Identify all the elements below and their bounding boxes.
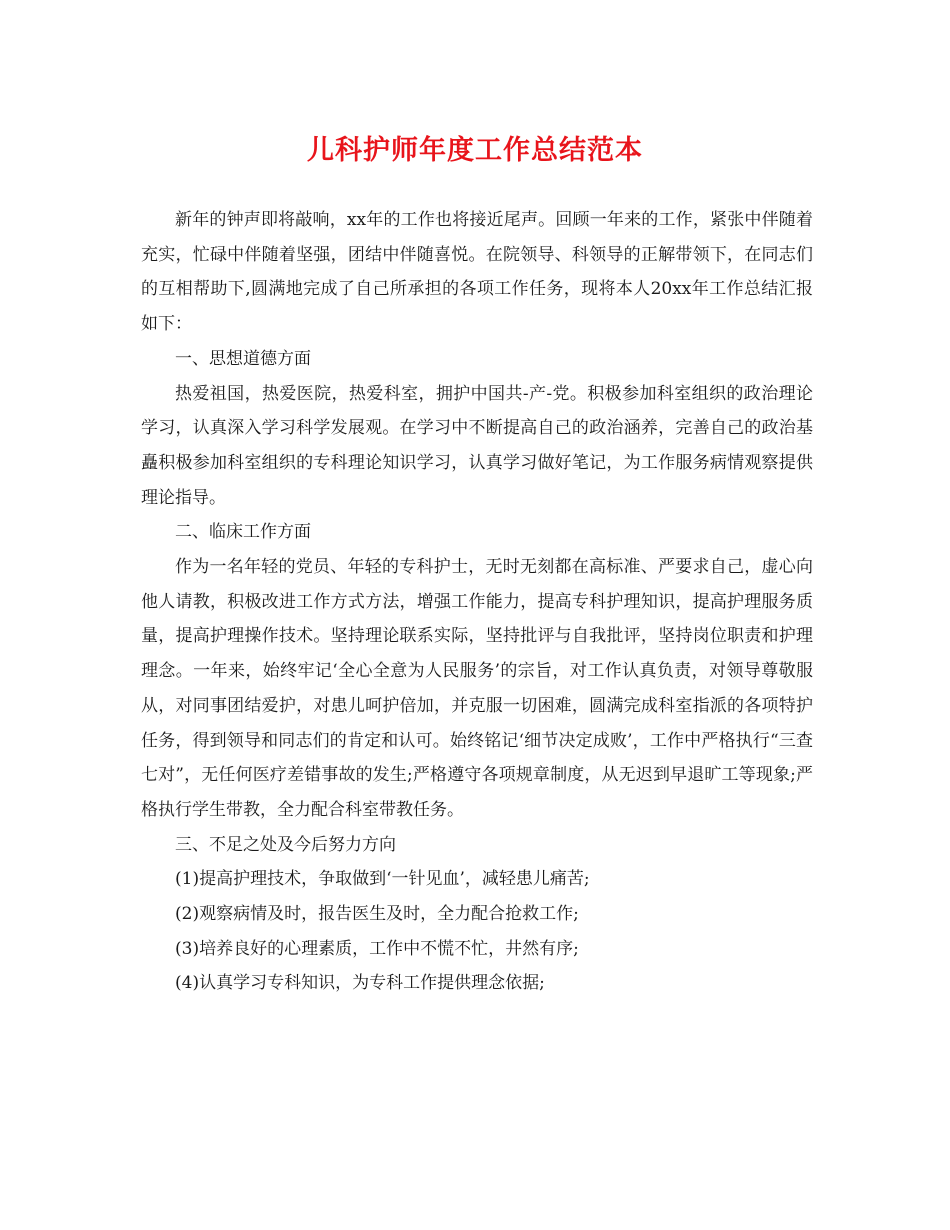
section-heading-2: 二、临床工作方面: [175, 522, 311, 543]
list-item: (4)认真学习专科知识，为专科工作提供理念依据;: [175, 973, 545, 994]
list-item: (1)提高护理技术，争取做到‘一针见血’，减轻患儿痛苦;: [175, 869, 590, 890]
document-title: 儿科护师年度工作总结范本: [307, 135, 643, 166]
section-heading-1: 一、思想道德方面: [175, 348, 311, 369]
section-2-paragraph: 作为一名年轻的党员、年轻的专科护士，无时无刻都在高标准、严要求自己，虚心向他人请教，积极改进工作方式方法，增强工作能力，提高专科护理知识，提高护理服务质量，提高护理操作技术。坚持理论联系实际，坚持批评与自我批评，坚持岗位职责和护理理念。一年来，始终牢记‘全心全意为人民服务’的宗旨，对工作认真负责，对领导尊敬服从，对同事团结爱护，对患儿呵护倍加，并克服一切困难，圆满完成科室指派的各项特护任务，得到领导和同志们的肯定和认可。始终铭记‘细节决定成败’，工作中严格执行“三查七对”，无任何医疗差错事故的发生;严格遵守各项规章制度，从无迟到早退旷工等现象;严格执行学生带教，全力配合科室带教任务。: [141, 557, 813, 820]
list-item: (2)观察病情及时，报告医生及时，全力配合抢救工作;: [175, 904, 579, 925]
list-item: (3)培养良好的心理素质，工作中不慌不忙，井然有序;: [175, 938, 579, 959]
intro-paragraph: 新年的钟声即将敲响，xx年的工作也将接近尾声。回顾一年来的工作，紧张中伴随着充实，忙碌中伴随着坚强，团结中伴随喜悦。在院领导、科领导的正解带领下，在同志们的互相帮助下,圆满地完成了自己所承担的各项工作任务，现将本人20xx年工作总结汇报如下：: [141, 210, 813, 335]
document-body: [141, 203, 813, 1001]
section-1-paragraph: 热爱祖国，热爱医院，热爱科室，拥护中国共-产-党。积极参加科室组织的政治理论学习，认真深入学习科学发展观。在学习中不断提高自己的政治涵养，完善自己的政治基矗积极参加科室组织的专科理论知识学习，认真学习做好笔记，为工作服务病情观察提供理论指导。: [141, 383, 813, 508]
section-heading-3: 三、不足之处及今后努力方向: [175, 834, 396, 855]
